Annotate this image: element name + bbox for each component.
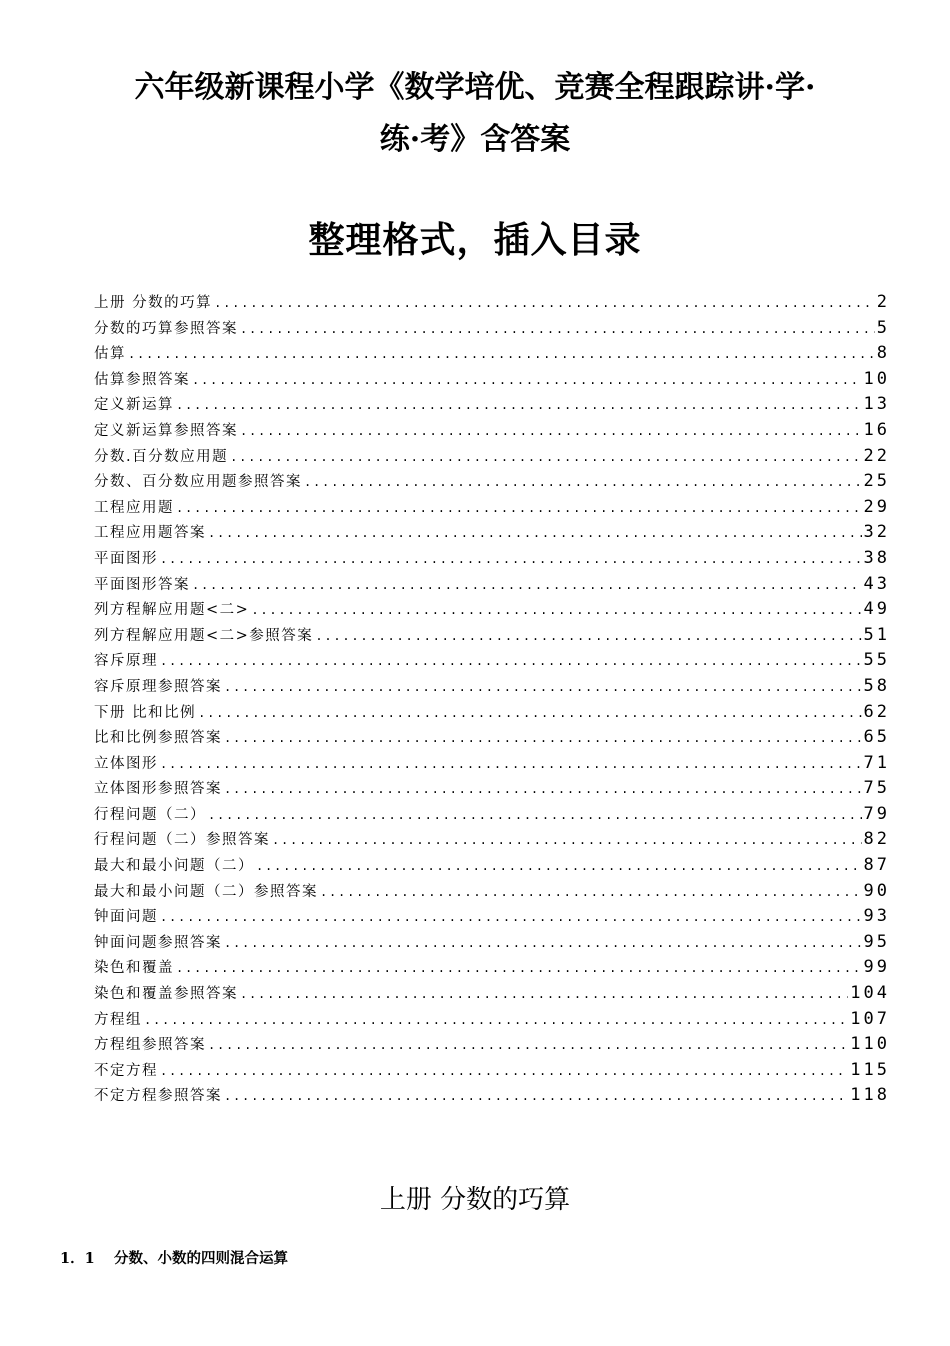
toc-entry-page-number: 110 bbox=[850, 1034, 890, 1055]
toc-entry-page-number: 32 bbox=[863, 522, 890, 543]
subsection-number: 1．1 bbox=[60, 1250, 95, 1267]
toc-entry[interactable] bbox=[94, 904, 890, 930]
toc-entry[interactable] bbox=[94, 597, 890, 623]
toc-dot-leader bbox=[208, 803, 862, 829]
toc-heading: 整理格式，插入目录 bbox=[308, 219, 642, 261]
toc-dot-leader bbox=[315, 624, 861, 650]
toc-entry[interactable] bbox=[94, 776, 890, 802]
toc-entry[interactable] bbox=[94, 495, 890, 521]
toc-entry-page-number: 79 bbox=[863, 803, 890, 824]
toc-entry-page-number: 115 bbox=[850, 1059, 890, 1080]
toc-entry-page-number: 55 bbox=[863, 650, 890, 671]
toc-entry-page-number: 95 bbox=[863, 931, 890, 952]
toc-dot-leader bbox=[240, 982, 848, 1008]
toc-entry-label: 钟面问题参照答案 bbox=[94, 934, 222, 951]
toc-dot-leader bbox=[224, 675, 862, 701]
toc-entry-label: 下册 比和比例 bbox=[94, 704, 197, 721]
document-title-line-2: 练·考》含答案 bbox=[379, 122, 571, 157]
toc-entry-page-number: 38 bbox=[863, 547, 890, 568]
toc-dot-leader bbox=[214, 291, 875, 317]
toc-entry[interactable] bbox=[94, 316, 890, 342]
toc-entry[interactable] bbox=[94, 853, 890, 879]
toc-entry-page-number: 90 bbox=[863, 880, 890, 901]
toc-entry[interactable] bbox=[94, 341, 890, 367]
toc-entry-label: 染色和覆盖 bbox=[94, 960, 174, 977]
toc-entry[interactable] bbox=[94, 444, 890, 470]
toc-entry-page-number: 16 bbox=[863, 419, 890, 440]
toc-entry-label: 分数、百分数应用题参照答案 bbox=[94, 474, 302, 491]
section-heading: 上册 分数的巧算 bbox=[379, 1185, 571, 1215]
toc-entry-label: 方程组参照答案 bbox=[94, 1037, 206, 1054]
toc-entry-page-number: 13 bbox=[863, 394, 890, 415]
toc-entry[interactable] bbox=[94, 751, 890, 777]
toc-entry-page-number: 49 bbox=[863, 599, 890, 620]
toc-entry[interactable] bbox=[94, 520, 890, 546]
toc-entry-page-number: 71 bbox=[863, 752, 890, 773]
toc-entry[interactable] bbox=[94, 879, 890, 905]
toc-entry-label: 行程问题（二） bbox=[94, 806, 206, 823]
toc-entry[interactable] bbox=[94, 1007, 890, 1033]
toc-entry-page-number: 29 bbox=[863, 496, 890, 517]
toc-entry[interactable] bbox=[94, 1058, 890, 1084]
document-title-line-1: 六年级新课程小学《数学培优、竞赛全程跟踪讲·学· bbox=[134, 70, 816, 105]
toc-dot-leader bbox=[176, 956, 862, 982]
toc-entry-page-number: 25 bbox=[863, 471, 890, 492]
toc-entry-label: 最大和最小问题（二）参照答案 bbox=[94, 883, 318, 900]
toc-dot-leader bbox=[320, 880, 862, 906]
toc-entry-label: 平面图形答案 bbox=[94, 576, 190, 593]
toc-entry-page-number: 104 bbox=[850, 983, 890, 1004]
toc-entry[interactable] bbox=[94, 392, 890, 418]
toc-dot-leader bbox=[160, 649, 862, 675]
toc-entry-label: 立体图形参照答案 bbox=[94, 781, 222, 798]
document-title bbox=[40, 62, 910, 166]
toc-dot-leader bbox=[160, 905, 862, 931]
toc-entry-label: 行程问题（二）参照答案 bbox=[94, 832, 270, 849]
toc-dot-leader bbox=[251, 598, 861, 624]
toc-entry[interactable] bbox=[94, 367, 890, 393]
toc-dot-leader bbox=[224, 777, 862, 803]
toc-dot-leader bbox=[224, 1084, 848, 1110]
toc-entry-label: 立体图形 bbox=[94, 755, 158, 772]
subsection-title: 分数、小数的四则混合运算 bbox=[114, 1250, 288, 1267]
toc-entry[interactable] bbox=[94, 546, 890, 572]
toc-entry-label: 分数的巧算参照答案 bbox=[94, 320, 238, 337]
toc-entry-label: 比和比例参照答案 bbox=[94, 730, 222, 747]
toc-dot-leader bbox=[256, 854, 862, 880]
toc-dot-leader bbox=[144, 1008, 848, 1034]
table-of-contents bbox=[94, 290, 890, 1109]
toc-dot-leader bbox=[160, 752, 862, 778]
toc-dot-leader bbox=[272, 828, 862, 854]
toc-dot-leader bbox=[208, 521, 862, 547]
toc-entry-page-number: 5 bbox=[876, 317, 890, 338]
toc-dot-leader bbox=[224, 726, 862, 752]
toc-entry-label: 不定方程参照答案 bbox=[94, 1088, 222, 1105]
toc-entry-label: 定义新运算参照答案 bbox=[94, 422, 238, 439]
toc-entry-page-number: 22 bbox=[863, 445, 890, 466]
toc-entry-page-number: 65 bbox=[863, 727, 890, 748]
toc-entry-label: 不定方程 bbox=[94, 1062, 158, 1079]
toc-entry-page-number: 43 bbox=[863, 573, 890, 594]
toc-entry[interactable] bbox=[94, 572, 890, 598]
toc-dot-leader bbox=[192, 573, 862, 599]
toc-entry[interactable] bbox=[94, 469, 890, 495]
toc-entry-label: 容斥原理参照答案 bbox=[94, 678, 222, 695]
toc-entry-label: 钟面问题 bbox=[94, 909, 158, 926]
toc-entry[interactable] bbox=[94, 981, 890, 1007]
toc-entry-label: 染色和覆盖参照答案 bbox=[94, 986, 238, 1003]
toc-entry-page-number: 93 bbox=[863, 906, 890, 927]
toc-entry-page-number: 75 bbox=[863, 778, 890, 799]
subsection-heading bbox=[60, 1247, 288, 1271]
toc-entry[interactable] bbox=[94, 623, 890, 649]
toc-dot-leader bbox=[240, 419, 862, 445]
toc-entry-label: 定义新运算 bbox=[94, 397, 174, 414]
toc-entry-label: 上册 分数的巧算 bbox=[94, 295, 213, 311]
toc-dot-leader bbox=[128, 342, 875, 368]
toc-dot-leader bbox=[198, 701, 861, 727]
toc-entry[interactable] bbox=[94, 802, 890, 828]
toc-dot-leader bbox=[240, 317, 875, 343]
toc-entry-label: 列方程解应用题<二> bbox=[94, 602, 250, 619]
toc-dot-leader bbox=[304, 470, 862, 496]
toc-entry-label: 容斥原理 bbox=[94, 653, 158, 670]
toc-entry-label: 分数.百分数应用题 bbox=[94, 448, 229, 465]
toc-entry-label: 方程组 bbox=[94, 1011, 142, 1028]
toc-entry-page-number: 82 bbox=[863, 829, 890, 850]
toc-dot-leader bbox=[208, 1033, 848, 1059]
toc-entry-label: 列方程解应用题<二>参照答案 bbox=[94, 627, 314, 644]
toc-entry-page-number: 8 bbox=[876, 343, 890, 364]
toc-entry[interactable] bbox=[94, 725, 890, 751]
toc-entry-page-number: 87 bbox=[863, 855, 890, 876]
toc-entry[interactable] bbox=[94, 290, 890, 316]
toc-entry-page-number: 118 bbox=[850, 1085, 890, 1106]
toc-dot-leader bbox=[192, 368, 862, 394]
toc-dot-leader bbox=[224, 931, 862, 957]
toc-entry-page-number: 107 bbox=[850, 1008, 890, 1029]
toc-entry[interactable] bbox=[94, 674, 890, 700]
toc-dot-leader bbox=[160, 1059, 848, 1085]
toc-dot-leader bbox=[160, 547, 862, 573]
toc-dot-leader bbox=[230, 445, 861, 471]
toc-entry[interactable] bbox=[94, 700, 890, 726]
toc-entry[interactable] bbox=[94, 1032, 890, 1058]
toc-entry-label: 工程应用题答案 bbox=[94, 525, 206, 542]
toc-entry-page-number: 10 bbox=[863, 368, 890, 389]
toc-entry[interactable] bbox=[94, 648, 890, 674]
toc-entry-label: 最大和最小问题（二） bbox=[94, 858, 254, 875]
toc-entry-label: 平面图形 bbox=[94, 550, 158, 567]
toc-entry-label: 估算参照答案 bbox=[94, 371, 190, 388]
toc-entry[interactable] bbox=[94, 1083, 890, 1109]
toc-entry[interactable] bbox=[94, 827, 890, 853]
toc-entry[interactable] bbox=[94, 930, 890, 956]
toc-dot-leader bbox=[176, 393, 862, 419]
toc-entry-page-number: 99 bbox=[863, 957, 890, 978]
toc-entry-label: 工程应用题 bbox=[94, 499, 174, 516]
toc-entry-page-number: 58 bbox=[863, 675, 890, 696]
toc-dot-leader bbox=[176, 496, 862, 522]
toc-entry-page-number: 2 bbox=[876, 292, 890, 312]
toc-entry-label: 估算 bbox=[94, 346, 126, 363]
toc-entry-page-number: 62 bbox=[863, 701, 890, 722]
toc-entry[interactable] bbox=[94, 418, 890, 444]
toc-entry[interactable] bbox=[94, 955, 890, 981]
toc-entry-page-number: 51 bbox=[863, 624, 890, 645]
